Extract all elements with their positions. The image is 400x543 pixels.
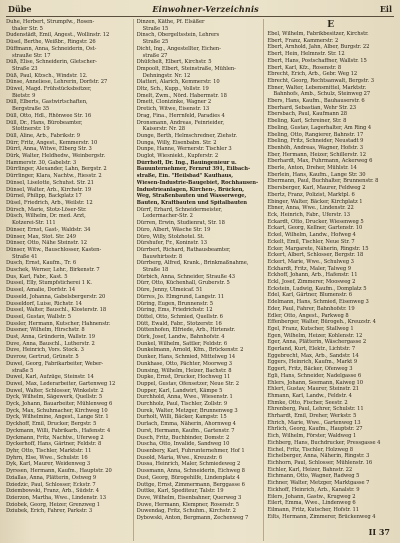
directory-entry: Eber, Hermann, Heizer, Schillerstr. 12 bbox=[267, 151, 367, 158]
directory-entry: Ehrenberg, Paul, Lehrer, Schulstr. 11 bbox=[267, 406, 364, 413]
directory-entry: Dünser, Max, Stot. Str. 249 bbox=[6, 233, 76, 240]
directory-entry: Dmelt, Zwm., Nörd. Habermstr. 18 bbox=[136, 92, 227, 99]
directory-entry: Duve, Wilhelm, Eisenbahner, Querweg 3 bbox=[136, 494, 242, 501]
directory-entry: Dyck, Johann, Bauarbeiter, Mühlenweg 6 bbox=[6, 401, 113, 408]
directory-entry: Dünser, Otto, Nähe Steinstr. 12 bbox=[6, 240, 88, 247]
directory-entry: Dupper, Karl, Landwirt, Kämpe 5 bbox=[136, 387, 223, 394]
entry-continuation: straße 27 bbox=[142, 52, 168, 59]
entry-continuation: Ledermacher-Str. 2 bbox=[142, 213, 193, 220]
directory-entry: Dürr, Fritz, Angest., Kemmerstr. 10 bbox=[6, 139, 98, 146]
directory-entry: Wiesen-Industrie-Baugebiet, Rochhausen- bbox=[136, 179, 259, 186]
directory-entry: Düß, Paul, Kfzsch., Windstr. 12. bbox=[6, 72, 88, 79]
directory-entry: Eggert, Fritz, Bäcker, Ofenweg 3 bbox=[267, 366, 353, 373]
entry-continuation: Kaiserstr. Nr. 28 bbox=[142, 126, 185, 133]
directory-entry: Edler, Otto, Angest., Parkweg 8 bbox=[267, 312, 349, 319]
directory-entry: Eck, Heinrich, Fabr., Uferstr. 13 bbox=[267, 211, 351, 218]
directory-entry: Eder, Paul, Fahrer, Bahnhofstr. 19 bbox=[267, 305, 355, 312]
directory-entry: Dünsel, Liselotte, Schuhst. Str. 21 bbox=[6, 179, 94, 186]
entry-continuation: straße 5 bbox=[12, 367, 34, 374]
directory-entry: straße, Ein. "Heilsbad" Kaufhaus, bbox=[136, 173, 233, 180]
directory-entry: Düß, Elise, Schneiderin, Gletscher- bbox=[6, 59, 97, 66]
directory-entry: Weg, Straßenbauten und Wasserwege, bbox=[136, 193, 247, 200]
directory-entry: Duhe, Herbert, Strumpfw., Rosen- bbox=[6, 19, 95, 25]
directory-entry: Eckl, Josef, Zimmerer, Moosweg 2 bbox=[267, 279, 356, 286]
directory-entry: Edelmann, Hans, Schmied, Eisenweg 3 bbox=[267, 299, 369, 306]
directory-entry: Düttenhofen, Elfriede, Arb., Hirtenstr. bbox=[136, 327, 236, 334]
entry-continuation: strauße Str. 17 bbox=[12, 52, 51, 59]
directory-entry: Düring, Ems, Friedrichstr. 12 bbox=[136, 307, 213, 314]
directory-entry: Egli, Hans, Schneider, Nadelgasse 6 bbox=[267, 372, 362, 379]
directory-entry: Duppel, Gustav, Ofensetzer, Neue Str. 2 bbox=[136, 380, 240, 387]
entry-continuation: Stottnerstr. 19 bbox=[12, 126, 50, 133]
directory-entry: Bauunternehmer, Fernruf 391, Eilbach- bbox=[136, 166, 251, 173]
directory-entry: Dünser, Ernst, Gast-, Waldstr. 34 bbox=[6, 226, 91, 233]
column-3 bbox=[263, 19, 394, 541]
directory-entry: Dussler, Hermann, Kutscher, Hahnenstr. bbox=[6, 320, 111, 327]
directory-entry: Düsel, Berthe, Weißbr., Ringstr. 26 bbox=[6, 39, 96, 46]
directory-entry: Ehmke, Otto, Fischer, Seestr. 2 bbox=[267, 399, 348, 406]
directory-entry: Ebeling, Karl, Schreiner, Str. 8 bbox=[267, 118, 347, 125]
directory-entry: Dunga, Willy, Eisenbabn. Str. 2 bbox=[136, 139, 217, 146]
entry-continuation: Bergstraße 35 bbox=[12, 106, 50, 113]
directory-entry: Dussel, Elly, Stumpfsticherei 1 K. bbox=[6, 280, 92, 287]
directory-entry: Duttke, Karl, Spediteur, Talstr. 19 bbox=[136, 488, 224, 495]
directory-entry: Durst, Hermann, Kaufm., Gartenstr. 7 bbox=[136, 427, 235, 434]
directory-entry: Dlatteri, Alarich, Kemmerstr. 10 bbox=[136, 79, 220, 86]
directory-entry: Ebert, Karl, Kfz., Rosenstr. 8 bbox=[267, 64, 342, 71]
directory-entry: Dunkelmann, Arnold, Kfm., Brückenstr. 2 bbox=[136, 347, 244, 354]
columns bbox=[6, 19, 394, 541]
section-letter: E bbox=[327, 20, 335, 30]
directory-entry: Ebers, Hans, Kaufm., Bauhauserstr. 6 bbox=[267, 98, 365, 105]
directory-entry: Eckart, Georg, Kellner, Gartenstr. 10 bbox=[267, 225, 363, 232]
entry-continuation: thaler Str. 5 bbox=[12, 25, 43, 32]
directory-entry: Eichel, Fritz, Tischler, Holzweg 8 bbox=[267, 446, 353, 453]
directory-entry: Dyckhoff, Emil, Drucker, Bergstr. 5 bbox=[6, 421, 97, 428]
directory-entry: Ehlert, Gustav, Maurer, Steinstr. 21 bbox=[267, 386, 359, 393]
entry-continuation: Straße 25 bbox=[142, 39, 169, 46]
directory-entry: Eichhorn, Paul, Schlosser, Mühlenstr. 16 bbox=[267, 460, 373, 466]
directory-entry: Egel, Franz, Kutscher, Stallweg 1 bbox=[267, 325, 354, 332]
directory-entry: Dyk, Karl, Maurer, Weidenweg 3 bbox=[6, 461, 91, 468]
directory-entry: Dunge, Berth, Helmschredner, Ziehstr. bbox=[136, 132, 237, 139]
directory-entry: Dunkel, Wilhelm, Sattler, Feldstr. 6 bbox=[136, 340, 228, 347]
directory-entry: Dussmann, Anna, Schneiderin, Eichweg 8 bbox=[136, 468, 245, 475]
directory-entry: Düll, Otto, Hdl., Rhönwee Str. 16 bbox=[6, 112, 92, 119]
directory-entry: Ebeling, Gustav, Lagerhalter, Am Ring 4 bbox=[267, 124, 372, 131]
directory-entry: Dürrberg, Alfred, Krank., Brinkmaßnahme, bbox=[136, 260, 249, 267]
directory-entry: Dicht, Ing., Angestellter, Eichen- bbox=[136, 45, 221, 52]
header-left-word: Dübe bbox=[8, 4, 32, 14]
directory-entry: Ehlers, Johann, Seemann, Kaiweg 10 bbox=[267, 379, 363, 386]
directory-entry: Duwe, Hermann, Klempner, Rosenstr. 5 bbox=[136, 501, 240, 508]
directory-entry: Dzierzon, Martha, Wwe., Lindenstr. 13 bbox=[6, 494, 106, 501]
directory-entry: Duscha, Otto, Invalide, Sandweg 10 bbox=[136, 441, 230, 448]
directory-entry: Duwel, Walter, Schlosser, Winkelstr. 2 bbox=[6, 387, 104, 394]
directory-entry: Egerland, Kurt, Elektr., Lichtstr. 7 bbox=[267, 346, 356, 353]
directory-entry: Dziembowski, Franz, Arb., Südstr. 4 bbox=[6, 488, 99, 495]
directory-entry: Eckhardt, Fritz, Maler, Talweg 9 bbox=[267, 265, 351, 272]
directory-entry: Edel, Karl, Gärtner, Blumenstr. 6 bbox=[267, 292, 353, 299]
directory-entry: Dünser, Witw., Bauschlosser, Kasten- bbox=[6, 246, 102, 253]
directory-entry: Dziubek, Erich, Fahrer, Parkstr. 3 bbox=[6, 508, 93, 515]
directory-entry: Industrieanlagen, Kirchen-, Brücken, bbox=[136, 186, 245, 193]
directory-entry: Duwel, Georg, Fabrikarbeiter, Weber- bbox=[6, 360, 104, 367]
directory-entry: Dürrbert, Richard, Rathausbeamter, bbox=[136, 246, 231, 253]
directory-entry: Dünse, Anneliese, Lehrerin, Dorfstr. 27 bbox=[6, 79, 108, 86]
directory-entry: Düre, Jenny, Ulmeicaf. 51 bbox=[136, 287, 203, 294]
directory-entry: Eichler, Karl, Heizer, Bahnstr. 22 bbox=[267, 466, 353, 473]
directory-entry: Ehrich, Marie, Wwe., Gartenweg 13 bbox=[267, 419, 361, 426]
directory-entry: Ebrecht, Georg, Rechtsanwalt, Bergstr. 3 bbox=[267, 77, 374, 84]
entry-continuation: Straße 15 bbox=[142, 25, 169, 32]
directory-entry: Dltz, Sch., Kupp., Vollstr. 19 bbox=[136, 86, 209, 93]
page-number: II 37 bbox=[368, 527, 390, 537]
directory-entry: Eckardt, Otto, Drucker, Wiesenweg 5 bbox=[267, 218, 364, 225]
directory-entry: Dusold, Maria, Wwe., Kreuzstr. 6 bbox=[136, 454, 223, 461]
directory-entry: Dürrlinger, Alexander, Lahn, Bergstr. 2 bbox=[6, 166, 107, 173]
directory-entry: Hammerstr. 30, Gabelstr. 3 bbox=[6, 159, 77, 166]
directory-entry: Eggebrecht, Max, Arb., Sandstr. 14 bbox=[267, 352, 359, 359]
directory-entry: Duvrow, Gertrud, Grünstr. 5 bbox=[6, 354, 79, 361]
entry-continuation: Dehningstr. Nr. 12 bbox=[142, 72, 191, 79]
directory-entry: Eberlein, Hans, Kaufm., Lange Str. 30 bbox=[267, 171, 366, 178]
directory-entry: Duve, Heinrich, Vors. Stock. 3 bbox=[6, 347, 84, 354]
directory-entry: Dhüfchelt, Elbert, Kirchstr. 5 bbox=[136, 59, 212, 66]
directory-entry: Ebner, Anna, Wwe., Lindenstr. 22 bbox=[267, 205, 354, 212]
directory-entry: Ebrecht, Erich, Arb., Gebr. Weg 12 bbox=[267, 71, 358, 78]
directory-entry: Dyckmann, Fritz, Nachtw., Uferweg 2 bbox=[6, 434, 104, 441]
directory-entry: Eberhardt, Max, Fuhrmann, Ackerweg 6 bbox=[267, 158, 373, 165]
directory-entry: Durlach, Emma, Näherin, Ahornweg 4 bbox=[136, 421, 236, 428]
directory-entry: Ebert, Franz, Kammerstr. 2 bbox=[267, 37, 339, 44]
directory-entry: Dinsch, Obergeltsstein, Lehrers bbox=[136, 32, 220, 39]
directory-entry: Düwel, Magd. Frühstücksbsitzer, bbox=[6, 86, 92, 93]
directory-entry: Düll, Aline, Arb., Fabrikstr. 9 bbox=[6, 132, 81, 139]
directory-entry: Dunsing, Wilhelm, Heizer, Bachstr. 8 bbox=[136, 367, 232, 374]
directory-entry: Eggers, Heinrich, Kaufm., Markt 9 bbox=[267, 359, 358, 366]
directory-entry: Eberhard, Sebastian, Wehr Str. 23 bbox=[267, 104, 356, 111]
directory-entry: Dmett, Clonizinke, Wagner 2 bbox=[136, 99, 212, 106]
directory-entry: Dürk, Walter, Heldhedw., Weinbergstr. bbox=[6, 153, 106, 160]
directory-entry: Ebersberger, Karl, Maurer, Feldweg 2 bbox=[267, 185, 366, 192]
entry-continuation: Straße 18 bbox=[142, 267, 169, 274]
directory-entry: Düsel, Friedrich, Arb., Weilstr. 12 bbox=[6, 199, 93, 206]
directory-entry: Duschek, Werner, Lehr., Birkenstr. 7 bbox=[6, 267, 100, 274]
directory-entry: Duglot, Wiesniekt., Kupferstr. 2 bbox=[136, 153, 219, 160]
directory-entry: Düsch, Wilhelm, Dr. med. Arzt, bbox=[6, 213, 86, 220]
entry-continuation: Bahnhofs, Amb., Schulz, Steinweg 27 bbox=[273, 91, 371, 98]
directory-entry: Duwendag, Fritz, Schuhm., Kirchstr. 2 bbox=[136, 508, 236, 515]
directory-entry: Dürres, Jo. Elmgrund, Langstr. 11 bbox=[136, 293, 225, 300]
directory-entry: Eger, Anna, Plätterin, Wäschergasse 2 bbox=[267, 339, 367, 346]
directory-entry: Ebel, Wilhelm, Fabrikbesitzer, Kirchstr. bbox=[267, 31, 369, 37]
directory-entry: Dürrhoff, Dr. Ing., Bauingenieur u. bbox=[136, 159, 237, 166]
directory-entry: Dürnel, Philipp, Backplatz 17 bbox=[6, 193, 82, 200]
directory-entry: Dyckerhoff, Hans, Gärtner, Feldstr. 8 bbox=[6, 441, 102, 448]
directory-entry: Düll, Dr., Hans, Bürobeamter, bbox=[6, 119, 83, 126]
directory-entry: Dusch, Ernst, Kaufm., Tr. 6 bbox=[6, 260, 77, 267]
directory-entry: Dunpe, Hanne, Wernerstr. Tischler 3 bbox=[136, 146, 232, 153]
directory-entry: Dürk, Josef, Landw., Bahnhofstr. 4 bbox=[136, 334, 225, 341]
directory-entry: Dziallas, Anna, Plätterin, Ostweg 9 bbox=[6, 474, 97, 481]
directory-entry: Dusseld, Johanna, Gabelsbergerstr. 20 bbox=[6, 293, 106, 300]
directory-entry: Düro, Albert, Wäsche Str. 19 bbox=[136, 226, 211, 233]
directory-entry: Eckhoff, Johann, Arb., Hafenstr. 11 bbox=[267, 272, 358, 279]
directory-entry: Dretich, Witwe, Eisenstr. 13 bbox=[136, 106, 210, 113]
directory-entry: Dusenbery, Karl, Fuhrunternehmer, Hof 1 bbox=[136, 448, 245, 454]
directory-entry: Düring, Eugen, Brunnenstr. 5 bbox=[136, 300, 214, 307]
directory-entry: Duve, Anna, Bauschl., Lutherstr. 2 bbox=[6, 340, 95, 347]
directory-entry: Ecker, Margarete, Näherin, Ringstr. 15 bbox=[267, 245, 369, 252]
directory-entry: Durholt, Willi, Bäcker, Kampstr. 15 bbox=[136, 414, 227, 421]
directory-entry: Ebeling, Fritz, Schneider, Neustadt 9 bbox=[267, 138, 364, 145]
directory-entry: Egen, Wilhelm, Heizer, Kohlenstr. 12 bbox=[267, 332, 363, 339]
column-1 bbox=[6, 19, 133, 541]
directory-entry: Duwel, Max, Lederarbeiter, Gartenweg 12 bbox=[6, 380, 116, 387]
directory-entry: Eichberg, Hans, Buchdrucker, Pressgasse 4 bbox=[267, 439, 381, 446]
directory-entry: Ebert, Hein, Helmnstr. Str. 12 bbox=[267, 51, 345, 58]
directory-entry: Dziobek, Georg, Heizer, Grenzweg 1 bbox=[6, 501, 101, 508]
directory-entry: Eickhoff, Heinrich, Arb., Kanalstr. 9 bbox=[267, 486, 360, 493]
directory-entry: Dronsmann, Andreas, Feinrieider, bbox=[136, 119, 225, 126]
directory-entry: Ebner, Walter, Lebensmittel, Marktstr. bbox=[267, 84, 367, 91]
directory-entry: Duwel, Karl, Aufzüge, Steinstr. 14 bbox=[6, 374, 94, 381]
directory-entry: Eilers, Johann, Gastw., Krugweg 2 bbox=[267, 493, 356, 500]
directory-entry: Dyckmann, Willi, Fabrikarb., Hafenstr. 4 bbox=[6, 427, 111, 434]
directory-entry: Dyck, Wilhelm, Sägewerk, Quellstr. 5 bbox=[6, 394, 103, 401]
directory-entry: Dürrf, Erhard, Schneidermeister, bbox=[136, 206, 223, 213]
directory-entry: Düttel, Otto, Schmied, Quellstr. 6 bbox=[136, 313, 223, 320]
directory-entry: Durchholz, Paul, Tischler, Zollstr. 9 bbox=[136, 401, 228, 408]
entry-continuation: Straße 41 bbox=[12, 253, 38, 260]
directory-entry: Eckstein, Ludwig, Kaufm., Domplatz 5 bbox=[267, 285, 367, 292]
directory-entry: Dunkhase, Otto, Pächter, Moorweg 3 bbox=[136, 360, 233, 367]
directory-entry: Düffmann, Anna, Schneiderin, Ost- bbox=[6, 45, 97, 52]
directory-entry: Dyhrn, Else, Wwe., Schulstr. 16 bbox=[6, 454, 88, 461]
entry-continuation: Straße 23 bbox=[12, 65, 38, 72]
directory-entry: Dziedzic, Paul, Schlosser, Eckstr. 7 bbox=[6, 481, 96, 488]
directory-entry: Eckert, Marie, Wwe., Schulweg 3 bbox=[267, 258, 354, 265]
page-header bbox=[6, 4, 394, 17]
directory-entry: Eichmann, Otto, Wagner, Radweg 5 bbox=[267, 473, 360, 480]
directory-entry: Düll, Elberts, Gastwirtschaften, bbox=[6, 99, 88, 106]
directory-entry: Dus, Karl, Fabr., Kast. 5 bbox=[6, 273, 68, 280]
directory-entry: Dyck, Wilhelmine, Angest., Lange Str. 1 bbox=[6, 414, 109, 421]
directory-entry: Dürrl, Anna, Witwe, Elberg Str. 3 bbox=[6, 146, 92, 153]
directory-entry: Düro, Willy, Stolzhotel. St. bbox=[136, 233, 205, 240]
directory-entry: Ebersbach, Paul, Kaufmann 28 bbox=[267, 111, 348, 118]
directory-entry: Eckert, Albert, Schlosser, Bergstr. 18 bbox=[267, 252, 364, 259]
header-title: Einwohner-Verzeichnis bbox=[152, 4, 259, 14]
directory-entry: Dürren, Erwin, Studienrat, Str. 18 bbox=[136, 220, 225, 227]
directory-entry: Ebinger, Walter, Bäcker, Kirchplatz 1 bbox=[267, 198, 363, 205]
directory-entry: Ehrhardt, Emil, Dreher, Werkstr. 5 bbox=[267, 413, 357, 420]
directory-entry: Dusch, Fritz, Buchbinder, Domstr. 2 bbox=[136, 434, 230, 441]
directory-entry: Bauten, Kraftbauten und Spitalbauten bbox=[136, 199, 248, 206]
directory-entry: Eckelt, Emil, Tischler, Neue Str. 7 bbox=[267, 238, 355, 245]
entry-continuation: Kotzerei-Str. 111 bbox=[12, 220, 56, 227]
directory-entry: Ebertz, Franz, Polizist, Marktpl. 6 bbox=[267, 191, 355, 198]
directory-entry: Duttge, Ernst, Zimmermann, Berggasse 6 bbox=[136, 481, 245, 488]
entry-continuation: Bauwhirtsstr. 8 bbox=[142, 253, 183, 260]
directory-entry: Ebenhöh, Andreas, Wagner, Hofstr. 3 bbox=[267, 144, 363, 151]
directory-entry: Ehmann, Karl, Landw., Feldstr. 4 bbox=[267, 392, 352, 399]
directory-entry: Drag, Fina., Herrnfeld, Paradies 4 bbox=[136, 112, 225, 119]
directory-entry: Dussel, Gustav, Wallstr. 5 bbox=[6, 313, 72, 320]
header-right-word: Eil bbox=[379, 4, 392, 14]
directory-entry: Dusseldorf, Luise, Richstr. 14 bbox=[6, 300, 82, 307]
directory-entry: Dudenstädt, Emil, Angest., Wollinstr. 12 bbox=[6, 32, 110, 39]
directory-entry: Dürr, Otto, Küchenhall, Gruberstr. 5 bbox=[136, 280, 230, 287]
directory-entry: Dürsch, Marie, Stotz-Löser-Str. bbox=[6, 206, 87, 213]
directory-entry: Ehrlich, Georg, Kaufm., Hauptstr. 27 bbox=[267, 426, 363, 433]
directory-entry: Dust, Georg, Bürogehilfe, Lindenplatz 4 bbox=[136, 474, 240, 481]
directory-entry: Effenberger, Walter, Bürogeh., Kreuzstr. 4 bbox=[267, 319, 376, 326]
column-2 bbox=[133, 19, 264, 541]
directory-entry: Dybowski, Anton, Bergmann, Zechenweg 7 bbox=[136, 515, 249, 522]
directory-entry: Ebeling, Otto, Rangierer, Bahnstr. 17 bbox=[267, 131, 364, 138]
directory-entry: Durchhold, Anna, Wwe., Wiesenstr. 1 bbox=[136, 394, 233, 401]
entry-continuation: Bietstr. 9 bbox=[12, 92, 36, 99]
directory-entry: Dmpoolt, Elbert, Steinstraße, Mühlen- bbox=[136, 65, 236, 72]
directory-entry: Eberle, Anton, Dreher, Mühlstr. 14 bbox=[267, 165, 357, 172]
directory-entry: Dyck, Max, Schuhmacher, Kirchweg 10 bbox=[6, 407, 108, 414]
directory-entry: Dussel, Walter, Bauschl., Klosterstr. 18 bbox=[6, 307, 107, 314]
directory-entry: Dütt, Ewald, Fabr., Stotzerstr. 16 bbox=[136, 320, 222, 327]
directory-entry: Eilert, Emma, Wwe., Lindenweg 6 bbox=[267, 500, 356, 507]
directory-entry: Ebert, Hans, Postschaffner, Wallstr. 15 bbox=[267, 57, 367, 64]
directory-entry: Dussner, Wilhelm, Hirschstr. 8 bbox=[6, 327, 85, 334]
directory-entry: Dunker, Hans, Schmied, Mittelweg 14 bbox=[136, 354, 236, 361]
directory-entry: Dürbich, Anna, Schneider, Strauße 43 bbox=[136, 273, 235, 280]
directory-entry: Dust, Anna, Gründerin, Wallstr. 19 bbox=[6, 334, 95, 341]
directory-entry: Eich, Wilhelm, Förster, Waldweg 1 bbox=[267, 433, 357, 440]
directory-entry: Eckel, Wilhelm, Landw., Hofweg 4 bbox=[267, 232, 356, 239]
directory-entry: Eichner, Walter, Metzger, Marktgasse 7 bbox=[267, 480, 370, 487]
directory-entry: Eilmann, Fritz, Kutscher, Hofstr. 11 bbox=[267, 506, 359, 513]
directory-entry: Dürrlinger, Klara, Nachtw., Riesstr. 2 bbox=[6, 173, 102, 180]
directory-entry: Eilts, Hermann, Zimmerer, Brückenweg 4 bbox=[267, 513, 376, 520]
directory-entry: Dussel, Amalie, Dorfstr. 14 bbox=[6, 287, 76, 294]
directory-entry: Ebert, Arnhold, Jahn, Alber, Burgstr. 22 bbox=[267, 44, 370, 51]
directory-entry: Ebermann, Paul, Buchhalter, Brunnenstr. 8 bbox=[267, 178, 379, 185]
directory-entry: Dürshufer, Fr., Koninstr. 13 bbox=[136, 240, 208, 247]
directory-entry: Eichelberger, Anna, Näherin, Ringstr. 3 bbox=[267, 453, 370, 460]
directory-entry: Dünsel, Walter, Arb., Kirchstr. 19 bbox=[6, 186, 92, 193]
directory-entry: Durek, Walter, Metzger, Brunnenweg 3 bbox=[136, 407, 238, 414]
directory-entry: Dussa, Heinrich, Maler, Schmiedeweg 2 bbox=[136, 461, 241, 468]
directory-entry: Dupke, Ernst, Drucker, Hochweg 11 bbox=[136, 374, 231, 381]
directory-entry: Dinzen, Käthe, Pf. Elsäßer bbox=[136, 19, 205, 25]
directory-entry: Dyrssen, Hermann, Kaufm., Hauptstr. 20 bbox=[6, 468, 112, 475]
directory-entry: Dyhr, Otto, Tischler, Marktstr. 11 bbox=[6, 448, 92, 454]
